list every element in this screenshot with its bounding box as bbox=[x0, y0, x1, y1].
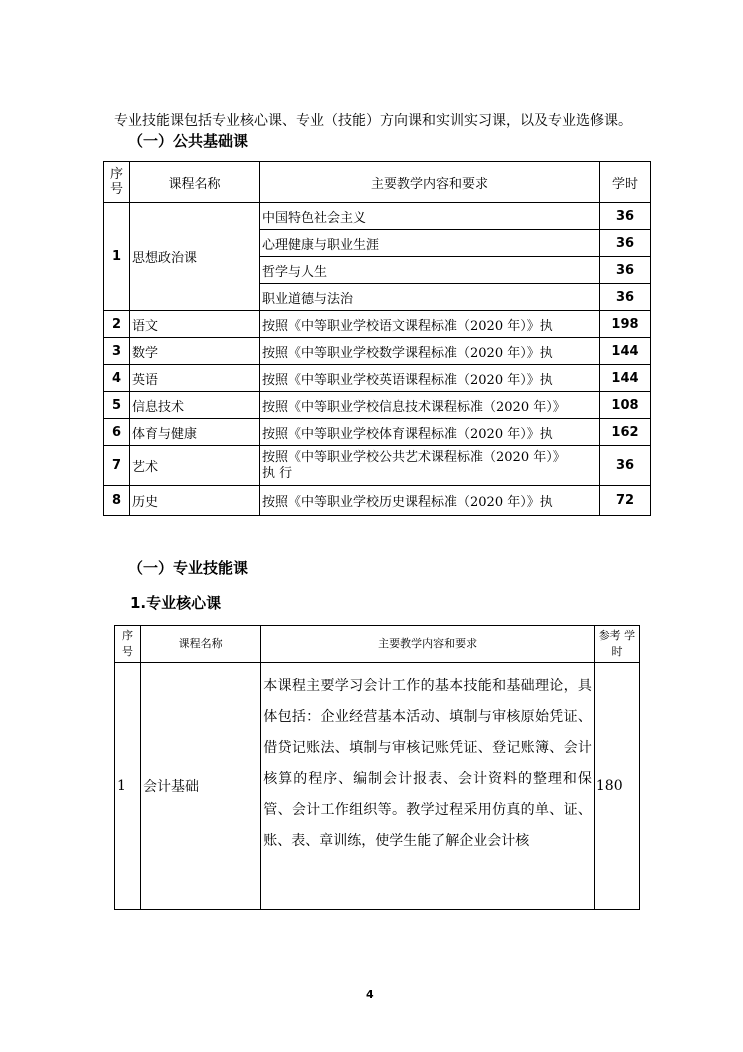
table-row bbox=[104, 419, 651, 446]
sub-course: 哲学与人生 bbox=[260, 257, 600, 284]
header-hours: 参考 学时 bbox=[594, 626, 639, 663]
course-requirement: 按照《中等职业学校英语课程标准（2020 年）》执 bbox=[260, 365, 600, 392]
page-number: 4 bbox=[366, 988, 374, 1001]
table-row bbox=[104, 392, 651, 419]
core-course-table bbox=[114, 625, 640, 910]
table-row bbox=[115, 663, 640, 910]
row-number: 1 bbox=[104, 203, 130, 311]
table-row bbox=[104, 446, 651, 486]
section-heading-public: （一）公共基础课 bbox=[128, 132, 249, 150]
row-number: 7 bbox=[104, 446, 130, 486]
sub-course: 中国特色社会主义 bbox=[260, 203, 600, 230]
row-number: 1 bbox=[115, 663, 141, 910]
course-hours: 72 bbox=[600, 486, 651, 516]
course-name: 会计基础 bbox=[141, 663, 261, 910]
course-hours: 162 bbox=[600, 419, 651, 446]
header-req: 主要教学内容和要求 bbox=[261, 626, 595, 663]
section-heading-skill: （一）专业技能课 bbox=[128, 559, 249, 577]
course-name: 艺术 bbox=[130, 446, 260, 486]
course-name: 历史 bbox=[130, 486, 260, 516]
table-row bbox=[104, 311, 651, 338]
course-requirement: 按照《中等职业学校数学课程标准（2020 年）》执 bbox=[260, 338, 600, 365]
table-row bbox=[104, 338, 651, 365]
course-requirement: 按照《中等职业学校体育课程标准（2020 年）》执 bbox=[260, 419, 600, 446]
section-heading-core: 1.专业核心课 bbox=[130, 594, 222, 612]
row-number: 5 bbox=[104, 392, 130, 419]
table-header-row bbox=[104, 162, 651, 203]
public-course-table bbox=[103, 161, 651, 516]
course-requirement: 按照《中等职业学校语文课程标准（2020 年）》执 bbox=[260, 311, 600, 338]
course-requirement: 按照《中等职业学校历史课程标准（2020 年）》执 bbox=[260, 486, 600, 516]
course-requirement bbox=[260, 446, 600, 486]
course-requirement: 按照《中等职业学校信息技术课程标准（2020 年）》 bbox=[260, 392, 600, 419]
table-row bbox=[104, 365, 651, 392]
course-hours: 144 bbox=[600, 365, 651, 392]
course-hours: 36 bbox=[600, 284, 651, 311]
table-header-row bbox=[115, 626, 640, 663]
header-req: 主要教学内容和要求 bbox=[260, 162, 600, 203]
course-hours: 144 bbox=[600, 338, 651, 365]
course-name: 数学 bbox=[130, 338, 260, 365]
row-number: 4 bbox=[104, 365, 130, 392]
course-hours: 36 bbox=[600, 257, 651, 284]
course-requirement-line: 执 行 bbox=[262, 465, 293, 481]
course-requirement-line: 按照《中等职业学校公共艺术课程标准（2020 年）》 bbox=[262, 449, 566, 465]
header-hours: 学时 bbox=[600, 162, 651, 203]
course-description: 本课程主要学习会计工作的基本技能和基础理论，具体包括：企业经营基本活动、填制与审核原始凭证、借贷记账法、填制与审核记账凭证、登记账簿、会计核算的程序、编制会计报表、会计资料的整理和保管、会计工作组织等。教学过程采用仿真的单、证、账、表、章训练，使学生能了解企业会计核 bbox=[261, 663, 595, 910]
row-number: 3 bbox=[104, 338, 130, 365]
sub-course: 职业道德与法治 bbox=[260, 284, 600, 311]
header-no: 序号 bbox=[104, 162, 130, 203]
course-hours: 36 bbox=[600, 203, 651, 230]
course-name: 英语 bbox=[130, 365, 260, 392]
course-hours: 198 bbox=[600, 311, 651, 338]
header-name: 课程名称 bbox=[141, 626, 261, 663]
course-name: 信息技术 bbox=[130, 392, 260, 419]
row-number: 6 bbox=[104, 419, 130, 446]
course-name: 语文 bbox=[130, 311, 260, 338]
course-name: 体育与健康 bbox=[130, 419, 260, 446]
sub-course: 心理健康与职业生涯 bbox=[260, 230, 600, 257]
course-hours: 108 bbox=[600, 392, 651, 419]
table-row bbox=[104, 203, 651, 230]
header-no: 序号 bbox=[115, 626, 141, 663]
intro-paragraph: 专业技能课包括专业核心课、专业（技能）方向课和实训实习课，以及专业选修课。 bbox=[114, 113, 632, 129]
header-name: 课程名称 bbox=[130, 162, 260, 203]
row-number: 2 bbox=[104, 311, 130, 338]
course-name: 思想政治课 bbox=[130, 203, 260, 311]
row-number: 8 bbox=[104, 486, 130, 516]
course-hours: 36 bbox=[600, 230, 651, 257]
course-hours: 36 bbox=[600, 446, 651, 486]
course-hours: 180 bbox=[594, 663, 639, 910]
table-row bbox=[104, 486, 651, 516]
